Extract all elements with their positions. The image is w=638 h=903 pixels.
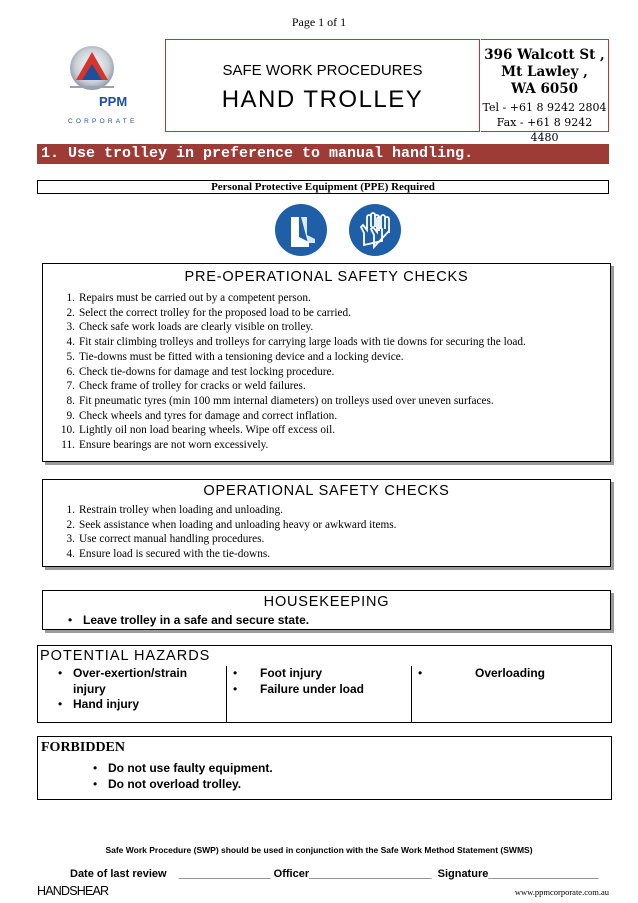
pre-check-item-text: Tie-downs must be fitted with a tensioning device and a locking device. <box>79 350 404 363</box>
op-check-item-number: 2. <box>66 518 75 531</box>
hazards-col-1 <box>53 666 227 723</box>
pre-operational-title: PRE-OPERATIONAL SAFETY CHECKS <box>184 269 469 285</box>
op-check-item-text: Seek assistance when loading and unloading heavy or awkward items. <box>79 518 397 531</box>
officer-field[interactable]: ____________________ <box>309 868 432 880</box>
hazards-col-2 <box>228 666 412 723</box>
op-check-item <box>43 503 610 518</box>
officer-label: Officer <box>273 868 310 880</box>
pre-check-item-number: 8. <box>66 394 75 407</box>
procedure-banner: 1. Use trolley in preference to manual handling. <box>37 144 609 164</box>
pre-check-item-text: Check tie-downs for damage and test locking procedure. <box>79 365 335 378</box>
op-check-item <box>43 532 610 547</box>
pre-check-item-number: 11. <box>61 439 75 452</box>
pre-check-item-text: Check safe work loads are clearly visible on trolley. <box>79 321 314 334</box>
pre-operational-checks <box>42 263 611 462</box>
operational-title: OPERATIONAL SAFETY CHECKS <box>203 483 450 499</box>
op-check-item-number: 1. <box>66 504 75 516</box>
pre-check-item-text: Select the correct trolley for the proposed load to be carried. <box>79 306 351 319</box>
pre-check-item <box>43 350 610 365</box>
signature-label: Signature <box>437 868 489 880</box>
op-check-item-text: Ensure load is secured with the tie-downs. <box>79 548 271 561</box>
hazard-item: • Over-exertion/strain injury <box>53 666 213 697</box>
op-check-item-text: Use correct manual handling procedures. <box>79 533 265 546</box>
pre-check-item-number: 10. <box>60 424 75 437</box>
pre-check-item <box>43 291 610 306</box>
title-box <box>165 39 480 132</box>
operational-list <box>43 503 610 562</box>
hazard-item: • Hand injury <box>53 697 226 713</box>
footer-website: www.ppmcorporate.com.au <box>514 887 609 897</box>
pre-check-item-number: 7. <box>66 380 75 393</box>
pre-check-item-number: 5. <box>66 350 75 363</box>
pre-check-item <box>43 365 610 380</box>
pre-operational-list <box>43 291 610 453</box>
op-check-item-text: Restrain trolley when loading and unloading. <box>79 504 283 516</box>
hazard-item: • Failure under load <box>228 682 411 698</box>
address-line1: 396 Walcott St , <box>484 47 605 63</box>
date-of-review-field[interactable]: _______________ <box>178 868 271 880</box>
pre-check-item-number: 1. <box>66 292 75 304</box>
title-line1: SAFE WORK PROCEDURES <box>222 62 423 79</box>
forbidden-item: • Do not overload trolley. <box>88 777 273 793</box>
logo-text: PPM <box>99 94 128 109</box>
pre-check-item-text: Fit stair climbing trolleys and trolleys for carrying large loads with tie downs for securing the load. <box>79 336 526 349</box>
pre-check-item <box>43 335 610 350</box>
pre-check-item-text: Check wheels and tyres for damage and correct inflation. <box>79 409 338 422</box>
date-of-review-label: Date of last review <box>70 868 167 880</box>
address-line3: WA 6050 <box>510 81 579 97</box>
op-check-item <box>43 518 610 533</box>
pre-check-item <box>43 379 610 394</box>
ppe-heading: Personal Protective Equipment (PPE) Required <box>37 180 609 194</box>
pre-check-item-number: 2. <box>66 306 75 319</box>
hazards-col-3 <box>413 666 611 723</box>
pre-check-item <box>43 394 610 409</box>
pre-check-item-number: 3. <box>66 321 75 334</box>
pre-check-item-text: Lightly oil non load bearing wheels. Wipe off excess oil. <box>79 424 336 437</box>
fax: Fax - +61 8 9242 4480 <box>496 116 593 144</box>
op-check-item <box>43 547 610 562</box>
operational-checks <box>42 479 611 567</box>
title-line2: HAND TROLLEY <box>221 86 424 113</box>
op-check-item-number: 3. <box>66 533 75 546</box>
housekeeping <box>42 590 611 630</box>
op-check-item-number: 4. <box>66 548 75 561</box>
forbidden <box>37 736 612 800</box>
pre-check-item <box>43 306 610 321</box>
hazard-item: • Overloading <box>413 666 611 682</box>
page-number: Page 1 of 1 <box>291 15 347 29</box>
swp-note: Safe Work Procedure (SWP) should be used in conjunction with the Safe Work Method Statement (SWMS) <box>105 845 533 855</box>
safety-gloves-icon <box>348 203 402 257</box>
pre-check-item-text: Repairs must be carried out by a competent person. <box>79 292 311 304</box>
housekeeping-title: HOUSEKEEPING <box>263 594 390 610</box>
forbidden-title: FORBIDDEN <box>41 740 126 755</box>
signature-field[interactable]: __________________ <box>488 868 599 880</box>
pre-check-item-number: 6. <box>66 365 75 378</box>
review-line <box>70 868 598 880</box>
pre-check-item-text: Ensure bearings are not worn excessively. <box>79 439 269 452</box>
telephone: Tel - +61 8 9242 2804 <box>482 101 607 114</box>
pre-check-item-number: 4. <box>66 336 75 349</box>
pre-check-item-text: Fit pneumatic tyres (min 100 mm internal diameters) on trolleys used over uneven surfaces. <box>79 394 494 407</box>
hazards-title: POTENTIAL HAZARDS <box>40 648 211 664</box>
safety-boots-icon <box>274 203 328 257</box>
address-line2: Mt Lawley , <box>501 64 588 80</box>
potential-hazards <box>37 645 612 723</box>
address-box <box>481 39 609 144</box>
pre-check-item <box>43 423 610 438</box>
pre-check-item-number: 9. <box>66 409 75 422</box>
housekeeping-item: • Leave trolley in a safe and secure state. <box>63 613 610 629</box>
pre-check-item-text: Check frame of trolley for cracks or weld failures. <box>79 380 306 393</box>
footer-document-name: HANDSHEAR <box>37 884 109 898</box>
hazard-item: • Foot injury <box>228 666 411 682</box>
pre-check-item <box>43 409 610 424</box>
logo-subtext: CORPORATE <box>68 118 138 125</box>
pre-check-item <box>43 320 610 335</box>
pre-check-item <box>43 438 610 453</box>
company-logo <box>64 46 144 132</box>
forbidden-item: • Do not use faulty equipment. <box>88 761 273 777</box>
